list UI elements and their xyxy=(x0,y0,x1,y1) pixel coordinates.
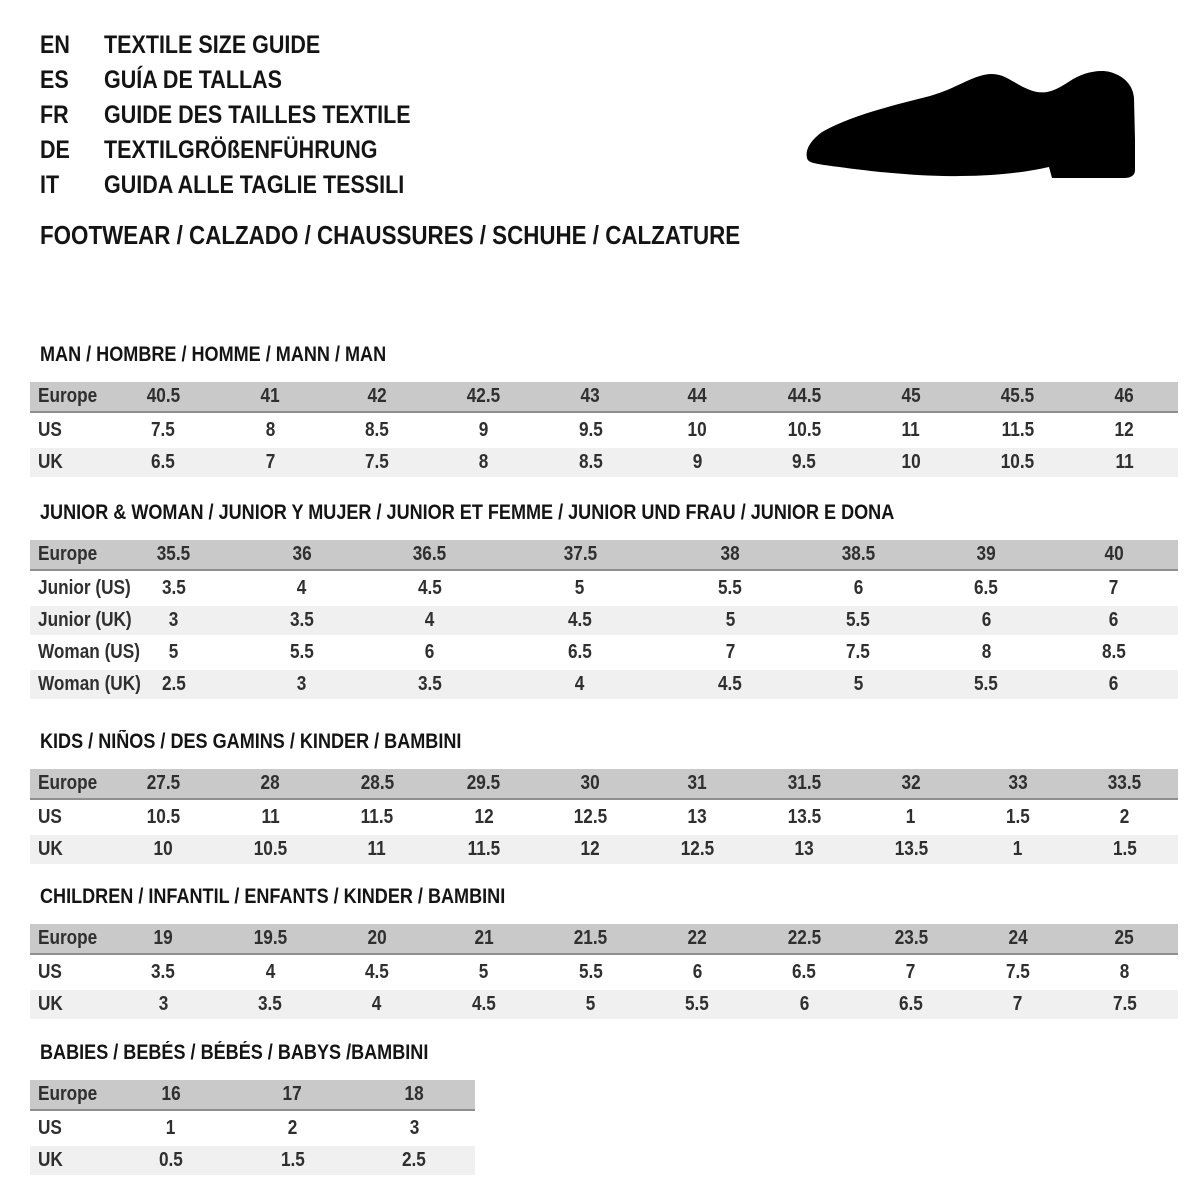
size-cell: 19.5 xyxy=(253,927,287,949)
size-cell: 1 xyxy=(166,1117,176,1139)
size-table-babies xyxy=(30,1080,475,1175)
row-label-cell: US xyxy=(38,419,62,441)
size-cell: 6 xyxy=(799,993,809,1015)
size-cell: 3 xyxy=(409,1117,419,1139)
language-row xyxy=(40,28,461,63)
size-cell: 7.5 xyxy=(846,641,871,663)
size-cell: 5 xyxy=(575,577,585,599)
size-table-children xyxy=(30,924,1178,1019)
size-cell: 38 xyxy=(720,543,740,565)
table-row xyxy=(30,835,1178,864)
size-cell: 6 xyxy=(981,609,991,631)
size-cell: 11.5 xyxy=(467,838,501,860)
language-code: FR xyxy=(40,101,69,129)
size-cell: 46 xyxy=(1115,385,1135,407)
size-section-children xyxy=(30,886,1178,1022)
size-cell: 42 xyxy=(367,385,387,407)
size-cell: 4 xyxy=(424,609,435,631)
language-code: ES xyxy=(40,66,69,94)
row-label-cell: Woman (US) xyxy=(38,641,140,663)
size-cell: 3.5 xyxy=(258,993,283,1015)
size-cell: 6.5 xyxy=(899,993,923,1015)
row-label-cell: Woman (UK) xyxy=(38,673,141,695)
table-row xyxy=(30,803,1178,832)
size-cell: 7 xyxy=(906,961,916,983)
size-cell: 7 xyxy=(1012,993,1023,1015)
language-row xyxy=(40,98,461,133)
size-cell: 12.5 xyxy=(680,838,715,860)
size-cell: 44.5 xyxy=(787,385,821,407)
size-cell: 6.5 xyxy=(568,641,592,663)
size-cell: 2.5 xyxy=(161,673,186,695)
size-cell: 22.5 xyxy=(787,927,821,949)
row-label-cell: Junior (UK) xyxy=(38,609,132,631)
size-cell: 4.5 xyxy=(417,577,442,599)
size-cell: 21 xyxy=(474,927,494,949)
size-cell: 45.5 xyxy=(1001,385,1035,407)
size-cell: 7 xyxy=(265,451,275,473)
row-label-cell: Europe xyxy=(38,543,98,565)
size-section-junior-woman xyxy=(30,502,1178,702)
size-cell: 4 xyxy=(575,673,585,695)
size-cell: 8.5 xyxy=(1102,641,1126,663)
language-title: GUÍA DE TALLAS xyxy=(104,66,282,94)
size-cell: 0.5 xyxy=(158,1149,183,1171)
size-cell: 37.5 xyxy=(563,543,597,565)
size-cell: 41 xyxy=(260,385,280,407)
size-cell: 9.5 xyxy=(792,451,817,473)
size-table-man xyxy=(30,382,1178,477)
size-cell: 32 xyxy=(901,772,921,794)
size-cell: 13.5 xyxy=(894,838,928,860)
size-cell: 5 xyxy=(585,993,596,1015)
size-cell: 5 xyxy=(853,673,864,695)
size-cell: 4.5 xyxy=(568,609,592,631)
size-cell: 7.5 xyxy=(365,451,389,473)
row-label-cell: Europe xyxy=(38,1083,98,1105)
size-cell: 6.5 xyxy=(151,451,176,473)
row-label-cell: UK xyxy=(38,838,63,860)
size-cell: 9.5 xyxy=(578,419,603,441)
size-section-babies xyxy=(30,1042,1178,1178)
size-cell: 29.5 xyxy=(467,772,501,794)
size-cell: 27.5 xyxy=(146,772,181,794)
table-row xyxy=(30,670,1178,699)
section-title: CHILDREN / INFANTIL / ENFANTS / KINDER / BAMBINI xyxy=(40,885,506,908)
table-row xyxy=(30,924,1178,955)
size-cell: 6 xyxy=(1109,673,1119,695)
size-cell: 8 xyxy=(1119,961,1130,983)
size-cell: 6 xyxy=(853,577,864,599)
size-cell: 10.5 xyxy=(253,838,287,860)
table-row xyxy=(30,958,1178,987)
size-cell: 11.5 xyxy=(1001,419,1035,441)
size-cell: 11 xyxy=(367,838,387,860)
size-cell: 43 xyxy=(581,385,601,407)
size-cell: 11 xyxy=(261,806,280,828)
size-cell: 19 xyxy=(153,927,173,949)
size-cell: 5.5 xyxy=(289,641,314,663)
size-cell: 2 xyxy=(287,1117,298,1139)
size-cell: 4 xyxy=(372,993,382,1015)
size-cell: 7 xyxy=(725,641,736,663)
size-cell: 40.5 xyxy=(146,385,181,407)
size-cell: 5 xyxy=(169,641,179,663)
section-title: JUNIOR & WOMAN / JUNIOR Y MUJER / JUNIOR ET FEMME / JUNIOR UND FRAU / JUNIOR E DONA xyxy=(40,501,895,524)
size-cell: 8 xyxy=(478,451,489,473)
language-title: TEXTILE SIZE GUIDE xyxy=(104,31,321,59)
size-cell: 21.5 xyxy=(573,927,608,949)
language-row xyxy=(40,63,461,98)
row-label-cell: Junior (US) xyxy=(38,577,131,599)
size-cell: 20 xyxy=(367,927,387,949)
size-cell: 13 xyxy=(687,806,707,828)
size-cell: 3.5 xyxy=(151,961,176,983)
size-cell: 10 xyxy=(153,838,173,860)
size-cell: 16 xyxy=(161,1083,181,1105)
table-row xyxy=(30,769,1178,800)
size-cell: 3 xyxy=(158,993,169,1015)
size-cell: 9 xyxy=(478,419,489,441)
category-line: FOOTWEAR / CALZADO / CHAUSSURES / SCHUHE / CALZATURE xyxy=(40,220,741,250)
size-cell: 6.5 xyxy=(974,577,999,599)
size-table-kids xyxy=(30,769,1178,864)
row-label-cell: UK xyxy=(38,451,63,473)
table-row xyxy=(30,1114,475,1143)
row-label-cell: UK xyxy=(38,993,63,1015)
size-cell: 5.5 xyxy=(718,577,743,599)
size-cell: 3.5 xyxy=(289,609,314,631)
language-code: IT xyxy=(40,171,60,199)
table-row xyxy=(30,574,1178,603)
size-cell: 12.5 xyxy=(573,806,608,828)
size-cell: 36 xyxy=(292,543,312,565)
size-cell: 3.5 xyxy=(417,673,442,695)
size-cell: 17 xyxy=(282,1083,303,1105)
size-cell: 7.5 xyxy=(151,419,176,441)
size-cell: 31.5 xyxy=(787,772,821,794)
size-cell: 9 xyxy=(692,451,703,473)
size-cell: 7.5 xyxy=(1112,993,1137,1015)
size-cell: 36.5 xyxy=(413,543,447,565)
table-row xyxy=(30,1146,475,1175)
size-cell: 1 xyxy=(906,806,916,828)
size-cell: 39 xyxy=(976,543,996,565)
language-title: GUIDA ALLE TAGLIE TESSILI xyxy=(104,171,405,199)
size-cell: 10 xyxy=(687,419,707,441)
row-label-cell: US xyxy=(38,961,62,983)
size-cell: 6 xyxy=(1109,609,1119,631)
size-cell: 5 xyxy=(478,961,489,983)
size-cell: 30 xyxy=(581,772,601,794)
size-cell: 5.5 xyxy=(974,673,999,695)
size-cell: 6 xyxy=(692,961,703,983)
size-cell: 13 xyxy=(794,838,814,860)
table-row xyxy=(30,1080,475,1111)
size-cell: 8 xyxy=(265,419,275,441)
size-cell: 1.5 xyxy=(280,1149,305,1171)
size-cell: 2 xyxy=(1119,806,1130,828)
section-title: KIDS / NIÑOS / DES GAMINS / KINDER / BAMBINI xyxy=(40,730,462,753)
language-title: TEXTILGRÖßENFÜHRUNG xyxy=(104,136,378,164)
language-title: GUIDE DES TAILLES TEXTILE xyxy=(104,101,411,129)
size-cell: 4.5 xyxy=(365,961,389,983)
row-label-cell: UK xyxy=(38,1149,63,1171)
size-cell: 40 xyxy=(1104,543,1124,565)
size-cell: 8.5 xyxy=(365,419,389,441)
row-label-cell: US xyxy=(38,806,62,828)
size-cell: 1.5 xyxy=(1005,806,1030,828)
language-code: EN xyxy=(40,31,70,59)
section-title: MAN / HOMBRE / HOMME / MANN / MAN xyxy=(40,343,387,366)
size-cell: 4.5 xyxy=(718,673,743,695)
size-cell: 44 xyxy=(687,385,707,407)
table-row xyxy=(30,606,1178,635)
size-cell: 28.5 xyxy=(360,772,394,794)
size-cell: 6 xyxy=(424,641,435,663)
language-row xyxy=(40,168,461,203)
size-cell: 11 xyxy=(901,419,921,441)
size-cell: 3 xyxy=(297,673,307,695)
size-cell: 33 xyxy=(1008,772,1028,794)
size-section-man xyxy=(30,344,1178,480)
size-cell: 1.5 xyxy=(1112,838,1137,860)
size-section-kids xyxy=(30,731,1178,867)
table-row xyxy=(30,382,1178,413)
size-cell: 6.5 xyxy=(792,961,817,983)
table-row xyxy=(30,416,1178,445)
size-table-junior-woman xyxy=(30,540,1178,699)
size-cell: 3 xyxy=(169,609,179,631)
size-cell: 11.5 xyxy=(360,806,394,828)
table-row xyxy=(30,990,1178,1019)
size-cell: 45 xyxy=(901,385,921,407)
size-cell: 18 xyxy=(404,1083,424,1105)
dress-shoe-icon xyxy=(800,66,1140,184)
size-cell: 10.5 xyxy=(787,419,821,441)
size-cell: 12 xyxy=(474,806,494,828)
size-cell: 12 xyxy=(581,838,601,860)
table-row xyxy=(30,638,1178,667)
size-cell: 2.5 xyxy=(402,1149,427,1171)
size-cell: 28 xyxy=(260,772,280,794)
table-row xyxy=(30,448,1178,477)
size-cell: 11 xyxy=(1115,451,1134,473)
row-label-cell: Europe xyxy=(38,927,98,949)
size-cell: 1 xyxy=(1012,838,1023,860)
size-cell: 7.5 xyxy=(1005,961,1030,983)
section-title: BABIES / BEBÉS / BÉBÉS / BABYS /BAMBINI xyxy=(40,1041,429,1064)
size-cell: 3.5 xyxy=(161,577,186,599)
size-cell: 5.5 xyxy=(846,609,871,631)
size-cell: 35.5 xyxy=(157,543,191,565)
size-cell: 10 xyxy=(901,451,921,473)
language-row xyxy=(40,133,461,168)
language-code: DE xyxy=(40,136,70,164)
size-cell: 5 xyxy=(725,609,736,631)
size-cell: 42.5 xyxy=(467,385,501,407)
row-label-cell: US xyxy=(38,1117,62,1139)
size-cell: 24 xyxy=(1008,927,1028,949)
size-cell: 13.5 xyxy=(787,806,821,828)
size-cell: 10.5 xyxy=(146,806,181,828)
size-cell: 12 xyxy=(1115,419,1135,441)
language-title-block xyxy=(40,28,461,203)
size-cell: 5.5 xyxy=(578,961,603,983)
row-label-cell: Europe xyxy=(38,772,98,794)
row-label-cell: Europe xyxy=(38,385,98,407)
table-row xyxy=(30,540,1178,571)
size-cell: 5.5 xyxy=(685,993,710,1015)
size-cell: 4.5 xyxy=(471,993,496,1015)
size-cell: 7 xyxy=(1109,577,1119,599)
size-cell: 10.5 xyxy=(1001,451,1035,473)
size-cell: 22 xyxy=(687,927,707,949)
size-cell: 8 xyxy=(981,641,991,663)
size-cell: 4 xyxy=(297,577,307,599)
size-cell: 8.5 xyxy=(578,451,603,473)
size-cell: 33.5 xyxy=(1107,772,1142,794)
size-cell: 38.5 xyxy=(841,543,875,565)
size-cell: 25 xyxy=(1115,927,1135,949)
size-cell: 4 xyxy=(265,961,275,983)
size-cell: 31 xyxy=(687,772,707,794)
size-cell: 23.5 xyxy=(894,927,928,949)
